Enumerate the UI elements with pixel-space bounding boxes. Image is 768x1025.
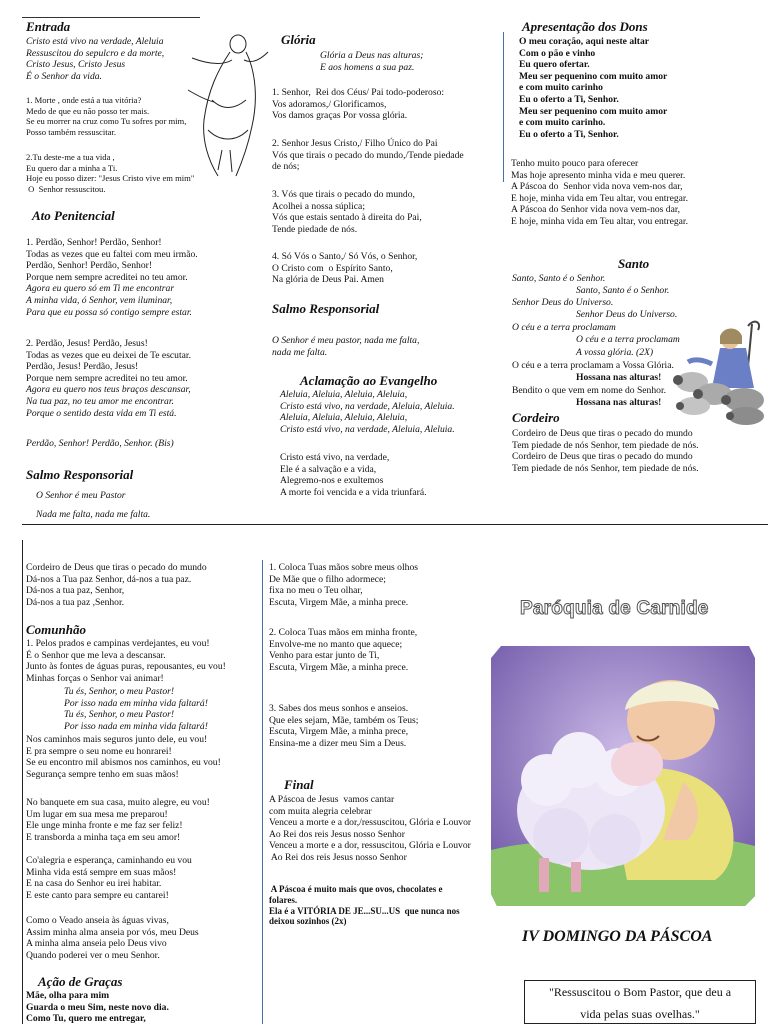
santo-line: Bendito o que vem em nome do Senhor. <box>512 385 667 396</box>
aclamacao-verse: Cristo está vivo, na verdade, Ele é a salvação e a vida, Alegremo-nos e exultemos A morte foi vencida e a vida triunfará. <box>280 452 427 498</box>
aclamacao-refrain: Aleluia, Aleluia, Aleluia, Aleluia, Cristo está vivo, na verdade, Aleluia, Aleluia. Aleluia, Aleluia, Aleluia, Aleluia, Cristo está vivo, na verdade, Aleluia, Aleluia. <box>280 389 455 435</box>
ato-ending: Perdão, Senhor! Perdão, Senhor. (Bis) <box>26 438 174 449</box>
santo-line: Hossana nas alturas! <box>576 397 662 408</box>
dons-refrain: O meu coração, aqui neste altar Com o pão e vinho Eu quero ofertar. Meu ser pequenino com muito amor e com muito carinho Eu o oferto a Ti, Senhor. Meu ser pequenino com muito amor e com muito carinho. Eu o oferto a Ti, Senhor. <box>519 36 668 140</box>
ato-title: Ato Penitencial <box>32 208 115 223</box>
final-title: Final <box>284 777 314 792</box>
salmo-line-1: O Senhor é meu Pastor <box>36 490 126 501</box>
page2-left-border <box>22 540 23 1024</box>
acao-gracas-title: Ação de Graças <box>38 974 123 989</box>
comunhao-verse-5: Como o Veado anseia às águas vivas, Assim minha alma anseia por vós, meu Deus A minha alma anseia pelo Deus vivo Quando poderei ver o meu Senhor. <box>26 915 199 961</box>
acao-gracas-text: Mãe, olha para mim Guarda o meu Sim, neste novo dia. Como Tu, quero me entregar, <box>26 990 169 1025</box>
santo-line: A vossa glória. (2X) <box>576 347 654 358</box>
santo-line: Santo, Santo é o Senhor. <box>576 285 670 296</box>
comunhao-title: Comunhão <box>26 622 86 637</box>
dons-verse: Tenho muito pouco para oferecer Mas hoje apresento minha vida e meu querer. A Páscoa do Senhor vida nova vem-nos dar, E hoje, minha vida em Teu altar, vou entregar. A Páscoa do Senhor vida nova vem-nos dar, E hoje, minha vida em Teu altar, vou entregar. <box>511 158 688 227</box>
gloria-title: Glória <box>281 32 316 47</box>
gloria-refrain: Glória a Deus nas alturas; E aos homens a sua paz. <box>320 50 424 73</box>
column-rule <box>503 32 504 182</box>
entrada-verse-1: 1. Morte , onde está a tua vitória? Medo de que eu não posso ter mais. Se eu morrer na cruz como Tu sofres por mim, Posso também ressuscitar. <box>26 95 187 137</box>
salmo-2-title: Salmo Responsorial <box>272 301 380 316</box>
risen-christ-drawing <box>178 30 270 180</box>
santo-line: O céu e a terra proclamam <box>576 334 680 345</box>
salmo-title: Salmo Responsorial <box>26 467 134 482</box>
cordeiro-text: Cordeiro de Deus que tiras o pecado do mundo Tem piedade de nós Senhor, tem piedade de nós. Cordeiro de Deus que tiras o pecado do mundo Tem piedade de nós Senhor, tem piedade de nós. <box>512 428 699 474</box>
marian-stanza-1: 1. Coloca Tuas mãos sobre meus olhos De Mãe que o filho adormece; fixa no meu o Teu olhar, Escuta, Virgem Mãe, a minha prece. <box>269 562 418 608</box>
ato-verse-1: 1. Perdão, Senhor! Perdão, Senhor! Todas as vezes que eu faltei com meu irmão. Perdão, Senhor! Perdão, Senhor! Porque nem sempre acreditei no teu amor. Agora eu quero só em Ti me encontrar A minha vida, ó Senhor, vem iluminar, Para que eu possa só contigo sempre estar. <box>26 237 198 318</box>
comunhao-verse-2: Nos caminhos mais seguros junto dele, eu vou! E pra sempre o seu nome eu honrarei! Se eu encontro mil abismos nos caminhos, eu vou! Segurança sempre tenho em suas mãos! <box>26 734 221 780</box>
page-divider <box>22 524 768 525</box>
parish-title: Paróquia de Carnide <box>520 598 709 619</box>
salmo-2-text: O Senhor é meu pastor, nada me falta, nada me falta. <box>272 335 420 358</box>
santo-line: O céu e a terra proclamam <box>512 322 616 333</box>
salmo-line-2: Nada me falta, nada me falta. <box>36 509 151 520</box>
shepherd-sheep-illustration <box>664 318 768 426</box>
sunday-title: IV DOMINGO DA PÁSCOA <box>522 928 713 945</box>
santo-line: Senhor Deus do Universo. <box>576 309 678 320</box>
cordeiro-title: Cordeiro <box>512 410 560 425</box>
comunhao-verse-4: Co'alegria e esperança, caminhando eu vou Minha vida está sempre em suas mãos! E na casa do Senhor eu irei habitar. E este canto para sempre eu cantarei! <box>26 855 192 901</box>
final-text: A Páscoa de Jesus vamos cantar com muita alegria celebrar Venceu a morte e a dor,/ressuscitou, Glória e Louvor Ao Rei dos reis Jesus nosso Senhor Venceu a morte e a dor, ressuscitou, Glória e Louvor Ao Rei dos reis Jesus nosso Senhor <box>269 794 472 863</box>
santo-line: Santo, Santo é o Senhor. <box>512 273 606 284</box>
gloria-stanza-1: 1. Senhor, Rei dos Céus/ Pai todo-poderoso: Vos adoramos,/ Glorificamos, Vos damos graças Por vossa glória. <box>272 87 445 122</box>
gloria-stanza-3: 3. Vós que tirais o pecado do mundo, Acolhei a nossa súplica; Vós que estais sentado à direita do Pai, Tende piedade de nós. <box>272 189 422 235</box>
comunhao-verse-3: No banquete em sua casa, muito alegre, eu vou! Um lugar em sua mesa me preparou! Ele unge minha fronte e me faz ser feliz! E transborda a minha taça em seu amor! <box>26 797 210 843</box>
santo-line: Senhor Deus do Universo. <box>512 297 614 308</box>
marian-stanza-3: 3. Sabes dos meus sonhos e anseios. Que eles sejam, Mãe, também os Teus; Escuta, Virgem Mãe, a minha prece, Ensina-me a dizer meu Sim a Deus. <box>269 703 419 749</box>
good-shepherd-illustration <box>487 640 760 910</box>
aclamacao-title: Aclamação ao Evangelho <box>300 373 438 388</box>
cordeiro-continuation: Cordeiro de Deus que tiras o pecado do mundo Dá-nos a Tua paz Senhor, dá-nos a tua paz. Dá-nos a tua paz, Senhor, Dá-nos a tua paz ,Senhor. <box>26 562 207 608</box>
ato-verse-2: 2. Perdão, Jesus! Perdão, Jesus! Todas as vezes que eu deixei de Te escutar. Perdão, Jesus! Perdão, Jesus! Porque nem sempre acreditei no teu amor. Agora eu quero nos teus braços descansar, Na tua paz, no teu amor me encontrar. Porque o sentido desta vida em Ti está. <box>26 338 191 419</box>
dons-title: Apresentação dos Dons <box>522 19 648 34</box>
top-rule <box>22 17 200 18</box>
quote-line: vida pelas suas ovelhas." <box>580 1007 700 1021</box>
entrada-refrain: Cristo está vivo na verdade, Aleluia Ressuscitou do sepulcro e da morte, Cristo Jesus, Cristo Jesus É o Senhor da vida. <box>26 36 165 82</box>
comunhao-refrain: Tu és, Senhor, o meu Pastor! Por isso nada em minha vida faltará! Tu és, Senhor, o meu Pastor! Por isso nada em minha vida faltará! <box>64 686 208 732</box>
marian-stanza-2: 2. Coloca Tuas mãos em minha fronte, Envolve-me no manto que aquece; Venho para estar junto de Ti, Escuta, Virgem Mãe, a minha prece. <box>269 627 418 673</box>
quote-box <box>524 980 756 1024</box>
quote-line: "Ressuscitou o Bom Pastor, que deu a <box>548 985 732 999</box>
entrada-title: Entrada <box>26 19 71 34</box>
entrada-verse-2: 2.Tu deste-me a tua vida , Eu quero dar a minha a Ti. Hoje eu posso dizer: "Jesus Cristo vive em mim" O Senhor ressuscitou. <box>26 152 195 194</box>
comunhao-verse-1: 1. Pelos prados e campinas verdejantes, eu vou! É o Senhor que me leva a descansar. Junto às fontes de águas puras, repousantes, eu vou! Minhas forças o Senhor vai animar! <box>26 638 226 684</box>
santo-line: Hossana nas alturas! <box>576 372 662 383</box>
final-note: A Páscoa é muito mais que ovos, chocolates e folares. Ela é a VITÓRIA DE JE...SU...US que nunca nos deixou sozinhos (2x) <box>269 884 460 927</box>
santo-line: O céu e a terra proclamam a Vossa Glória. <box>512 360 674 371</box>
gloria-stanza-4: 4. Só Vós o Santo,/ Só Vós, o Senhor, O Cristo com o Espírito Santo, Na glória de Deus Pai. Amen <box>272 251 418 286</box>
gloria-stanza-2: 2. Senhor Jesus Cristo,/ Filho Único do Pai Vós que tirais o pecado do mundo,/Tende piedade de nós; <box>272 138 464 173</box>
column-rule-2 <box>262 560 263 1024</box>
santo-title: Santo <box>618 256 650 271</box>
shepherd-hugging-lamb-image <box>487 640 760 910</box>
